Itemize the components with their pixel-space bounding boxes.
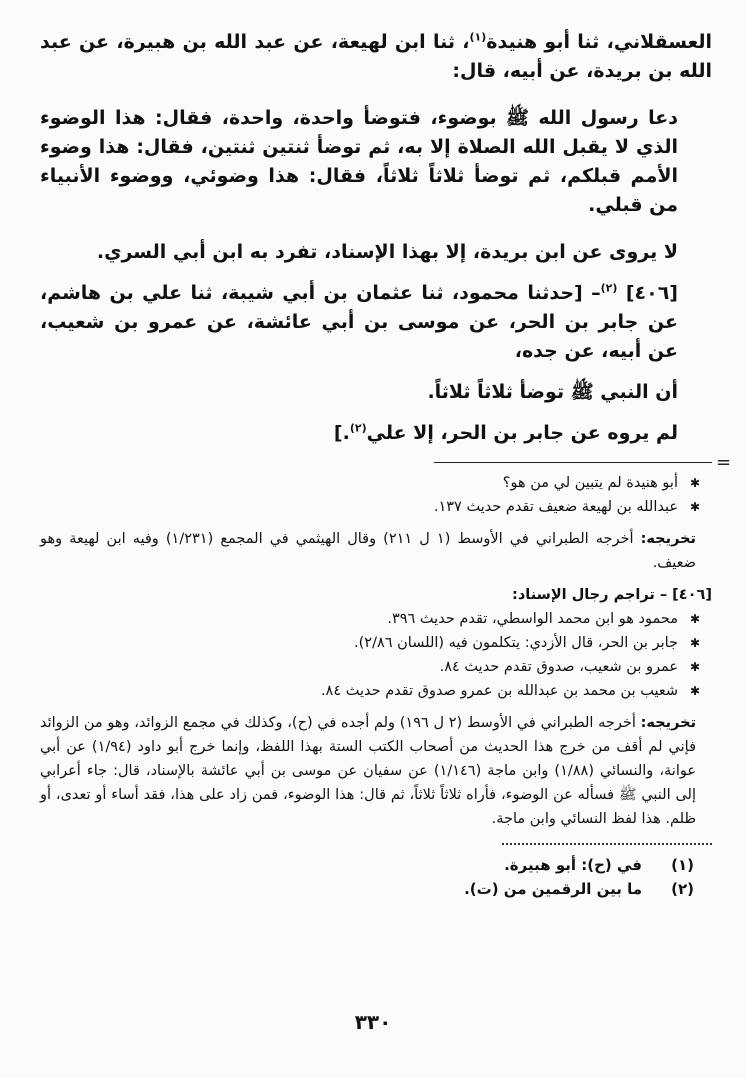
page-body — [40, 28, 712, 901]
footnote-text: في (ح): أبو هبيرة. — [504, 856, 642, 874]
page-number: ٣٣٠ — [354, 1010, 392, 1034]
comment-2-close: .] — [333, 422, 350, 444]
takhrij-2 — [40, 711, 712, 831]
hadith-406 — [40, 279, 712, 366]
comment-2 — [40, 419, 712, 448]
hadith-number: [٤٠٦] — [625, 282, 678, 304]
margin-mark: = — [716, 452, 732, 473]
asterisk-icon: ✱ — [689, 500, 700, 514]
note-bullet: ✱ محمود هو ابن محمد الواسطي، تقدم حديث ٣٩٦. — [40, 607, 712, 631]
section-divider — [434, 462, 712, 463]
rijal-heading: [٤٠٦] – تراجم رجال الإسناد: — [512, 587, 712, 603]
footnotes — [40, 853, 712, 901]
commentary-notes — [40, 471, 712, 831]
asterisk-icon: ✱ — [689, 684, 700, 698]
footnote-number: (١) — [671, 856, 694, 874]
footnote-separator — [502, 843, 712, 845]
isnad-part-1: العسقلاني، ثنا أبو هنيدة — [486, 31, 712, 53]
matn-1: دعا رسول الله ﷺ بوضوء، فتوضأ واحدة، واحدة، فقال: هذا الوضوء الذي لا يقبل الله الصلاة إلا به، ثم توضأ ثنتين ثنتين، فقال: هذا وضوء الأمم قبلكم، ثم توضأ ثلاثاً ثلاثاً، فقال: هذا وضوئي، ووضوء الأنبياء من قبلي. — [40, 107, 678, 216]
footnote-item — [40, 877, 712, 901]
asterisk-icon: ✱ — [689, 636, 700, 650]
takhrij-1-text: أخرجه الطبراني في الأوسط (١ ل ٢١١) وقال الهيثمي في المجمع (١/٢٣١) وفيه ابن لهيعة وهو ضعيف. — [40, 531, 696, 571]
footnote-ref-2b: (٢) — [349, 421, 367, 435]
takhrij-1 — [40, 527, 712, 575]
isnad-continuation — [40, 28, 712, 86]
matn-2: أن النبي ﷺ توضأ ثلاثاً ثلاثاً. — [427, 381, 678, 403]
footnote-ref-1: (١) — [469, 30, 487, 44]
takhrij-2-text: أخرجه الطبراني في الأوسط (٢ ل ١٩٦) ولم أجده في (ح)، وكذلك في مجمع الزوائد، وهو من الزوائد فإني لم أقف من خرج هذا الحديث من أصحاب الكتب الستة بهذا اللفظ، وإنما خرج أبو داود (١/٩٤) عن أبي عوانة، والنسائي (١/٨٨) وابن ماجة (١/١٤٦) عن سفيان عن موسى بن أبي عائشة بالإسناد، قال: جاء أعرابي إلى النبي ﷺ فسأله عن الوضوء، فأراه ثلاثاً ثلاثاً، ثم قال: هذا الوضوء، فمن زاد على هذا، فقد أساء أو تعدى، أو ظلم. هذا لفظ النسائي وابن ماجة. — [40, 715, 697, 827]
isnad-406: – [حدثنا محمود، ثنا عثمان بن أبي شيبة، ثنا علي بن هاشم، عن جابر بن الحر، عن موسى بن أبي عائشة، عن عمرو بن شعيب، عن أبيه، عن جده، — [40, 282, 678, 362]
isnad-part-2: ، ثنا ابن لهيعة، عن عبد الله بن هبيرة، عن عبد الله بن بريدة، عن أبيه، قال: — [40, 31, 712, 82]
footnote-number: (٢) — [671, 880, 694, 898]
note-bullet: ✱ أبو هنيدة لم يتبين لي من هو؟ — [40, 471, 712, 495]
asterisk-icon: ✱ — [689, 612, 700, 626]
comment-1: لا يروى عن ابن بريدة، إلا بهذا الإسناد، تفرد به ابن أبي السري. — [96, 241, 678, 263]
comment-2-text: لم يروه عن جابر بن الحر، إلا علي — [366, 422, 678, 444]
footnote-item — [40, 853, 712, 877]
takhrij-label: تخريجه: — [640, 715, 697, 731]
note-bullet: ✱ جابر بن الحر، قال الأزدي: يتكلمون فيه (اللسان ٢/٨٦). — [40, 631, 712, 655]
asterisk-icon: ✱ — [689, 660, 700, 674]
main-text — [40, 28, 712, 448]
takhrij-label: تخريجه: — [640, 531, 696, 547]
footnote-ref-2: (٢) — [600, 281, 618, 295]
note-bullet: ✱ عبدالله بن لهيعة ضعيف تقدم حديث ١٣٧. — [40, 495, 712, 519]
asterisk-icon: ✱ — [689, 476, 700, 490]
note-bullet: ✱ عمرو بن شعيب، صدوق تقدم حديث ٨٤. — [40, 655, 712, 679]
footnote-text: ما بين الرقمين من (ت). — [464, 880, 642, 898]
note-bullet: ✱ شعيب بن محمد بن عبدالله بن عمرو صدوق تقدم حديث ٨٤. — [40, 679, 712, 703]
